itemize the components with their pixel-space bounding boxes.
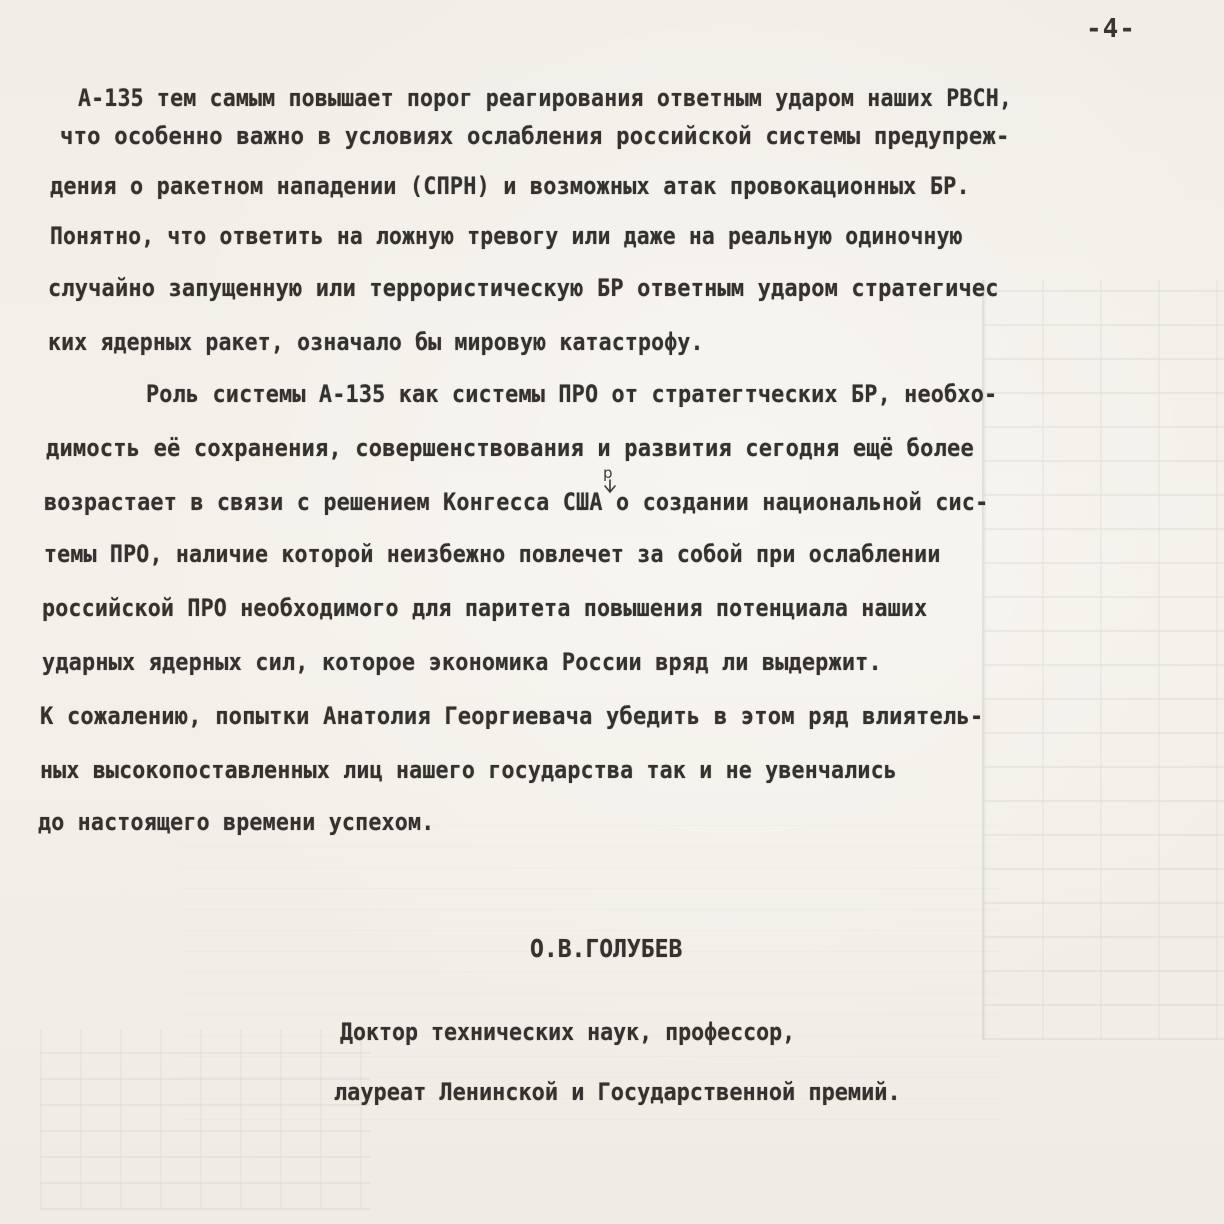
text-line: Понятно, что ответить на ложную тревогу или даже на реальную одиночную — [50, 222, 963, 250]
text-line: российской ПРО необходимого для паритета повышения потенциала наших — [42, 594, 928, 622]
text-line: случайно запущенную или террористическую БР ответным ударом стратегичес — [48, 274, 999, 302]
signature-credential: Доктор технических наук, профессор, — [340, 1018, 796, 1046]
text-line: ударных ядерных сил, которое экономика России вряд ли выдержит. — [42, 648, 882, 676]
bleed-through-diagram — [982, 280, 1224, 1040]
text-line: что особенно важно в условиях ослабления российской системы предупреж- — [60, 122, 1010, 150]
text-line: возрастает в связи с решением Конгесса США о создании национальной сис- — [44, 488, 989, 516]
text-line: димость её сохранения, совершенствования и развития сегодня ещё более — [46, 434, 974, 462]
text-line: ких ядерных ракет, означало бы мировую катастрофу. — [48, 328, 704, 356]
handwritten-correction-letter: р — [603, 464, 613, 482]
bleed-through-table — [40, 1030, 370, 1210]
text-line: К сожалению, попытки Анатолия Георгиевача убедить в этом ряд влиятель- — [40, 702, 984, 730]
text-line: дения о ракетном нападении (СПРН) и возможных атак провокационных БР. — [50, 172, 970, 200]
text-line: до настоящего времени успехом. — [38, 808, 435, 836]
text-line: Роль системы А-135 как системы ПРО от стратегтческих БР, необхо- — [146, 380, 998, 408]
page-number: -4- — [1086, 14, 1136, 44]
handwritten-correction-mark — [598, 464, 622, 498]
text-line: ных высокопоставленных лиц нашего государства так и не увенчались — [40, 756, 897, 784]
bleed-through-text — [180, 820, 1000, 1120]
signature-credential: лауреат Ленинской и Государственной премий. — [334, 1078, 901, 1106]
text-line: А-135 тем самым повышает порог реагирования ответным ударом наших РВСН, — [78, 84, 1013, 112]
text-line: темы ПРО, наличие которой неизбежно повлечет за собой при ослаблении — [44, 540, 941, 568]
signature-name: О.В.ГОЛУБЕВ — [530, 934, 683, 963]
